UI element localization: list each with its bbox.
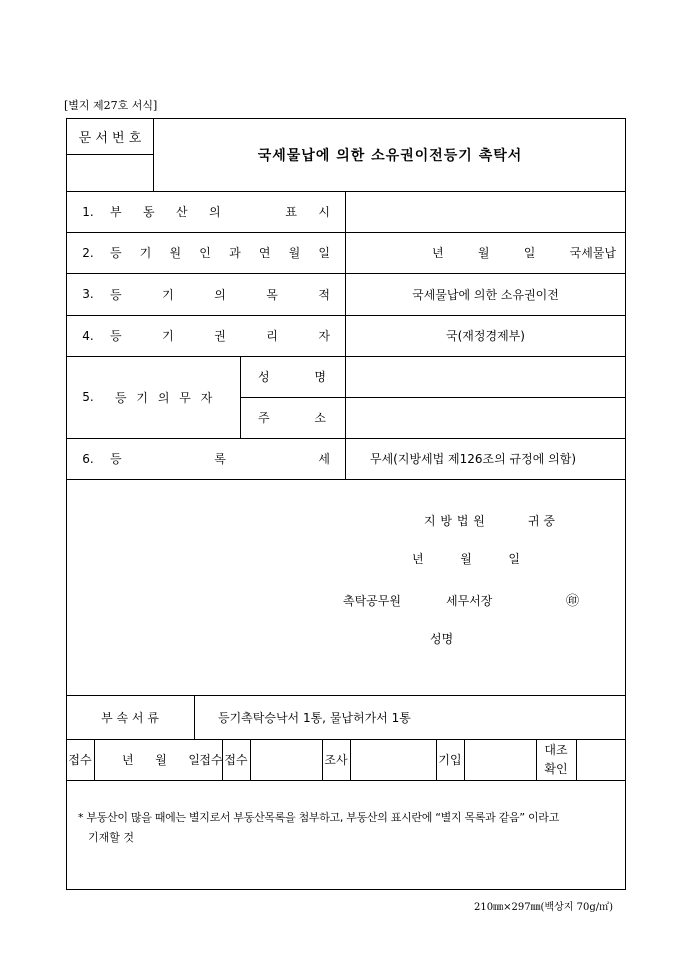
note-line-2: 기재할 것 — [88, 831, 135, 844]
doc-no-field[interactable] — [67, 155, 153, 190]
compare-confirm-label: 대조 확인 — [544, 743, 568, 776]
property-field[interactable] — [346, 192, 625, 232]
receipt-date-field[interactable]: 년 월 일 — [122, 753, 200, 767]
note-line-1: * 부동산이 많을 때에는 별지로서 부동산목록을 첨부하고, 부동산의 표시란에 “별지 목록과 같음” 이라고 — [78, 811, 559, 824]
investigation-field[interactable] — [351, 740, 435, 779]
row-3-label: 등 기 의 목 적 — [110, 287, 330, 302]
row-6-label: 등 록 세 — [110, 452, 330, 466]
page-title: 국세물납에 의한 소유권이전등기 촉탁서 — [257, 147, 523, 164]
compare-confirm-field[interactable] — [577, 740, 625, 779]
row-1-label: 부 동 산 의 표 시 — [110, 205, 330, 219]
obligor-name-field[interactable] — [346, 357, 625, 397]
court-name: 지 방 법 원 — [424, 514, 485, 528]
name-label: 성명 — [430, 632, 454, 646]
entry-field[interactable] — [465, 740, 535, 779]
attachments-value: 등기촉탁승낙서 1통, 물납허가서 1통 — [218, 710, 411, 725]
obligor-address-label: 주 소 — [258, 411, 326, 425]
row-2-label: 등 기 원 인 과 연 월 일 — [110, 246, 330, 260]
investigation-label: 조사 — [324, 753, 348, 767]
row-3-number: 3. — [82, 287, 94, 301]
obligor-name-label: 성 명 — [258, 370, 326, 384]
row-1-number: 1. — [82, 204, 94, 219]
seal-icon: ㊞ — [566, 594, 580, 609]
official-label: 촉탁공무원 — [343, 594, 401, 608]
row-2-number: 2. — [82, 245, 94, 260]
request-date[interactable]: 년 월 일 — [412, 552, 520, 566]
registration-purpose: 국세물납에 의한 소유권이전 — [412, 287, 559, 302]
paper-spec: 210㎜×297㎜(백상지 70g/㎡) — [474, 902, 614, 913]
receipt-label: 접수 — [68, 753, 92, 767]
receipt-label-2: 접수 — [199, 753, 223, 767]
row-6-number: 6. — [82, 451, 94, 466]
form-label: [별지 제27호 서식] — [64, 99, 158, 112]
court-suffix: 귀 중 — [528, 514, 555, 528]
attachments-label: 부 속 서 류 — [101, 710, 159, 725]
row-4-number: 4. — [82, 328, 94, 343]
registration-holder: 국(재정경제부) — [446, 329, 525, 343]
receipt-label-3: 접수 — [224, 753, 248, 767]
row-5-label: 등 기 의 무 자 — [115, 390, 216, 405]
row-4-label: 등 기 권 리 자 — [110, 329, 330, 343]
entry-label: 기입 — [438, 753, 462, 767]
receipt-field[interactable] — [251, 740, 321, 779]
registration-date-field[interactable]: 년 월 일 국세물납 — [432, 246, 616, 260]
doc-no-label: 문 서 번 호 — [78, 130, 142, 146]
registration-tax: 무세(지방세법 제126조의 규정에 의함) — [370, 452, 577, 466]
row-5-number: 5. — [82, 390, 94, 404]
official-title: 세무서장 — [446, 594, 493, 608]
obligor-address-field[interactable] — [346, 398, 625, 438]
